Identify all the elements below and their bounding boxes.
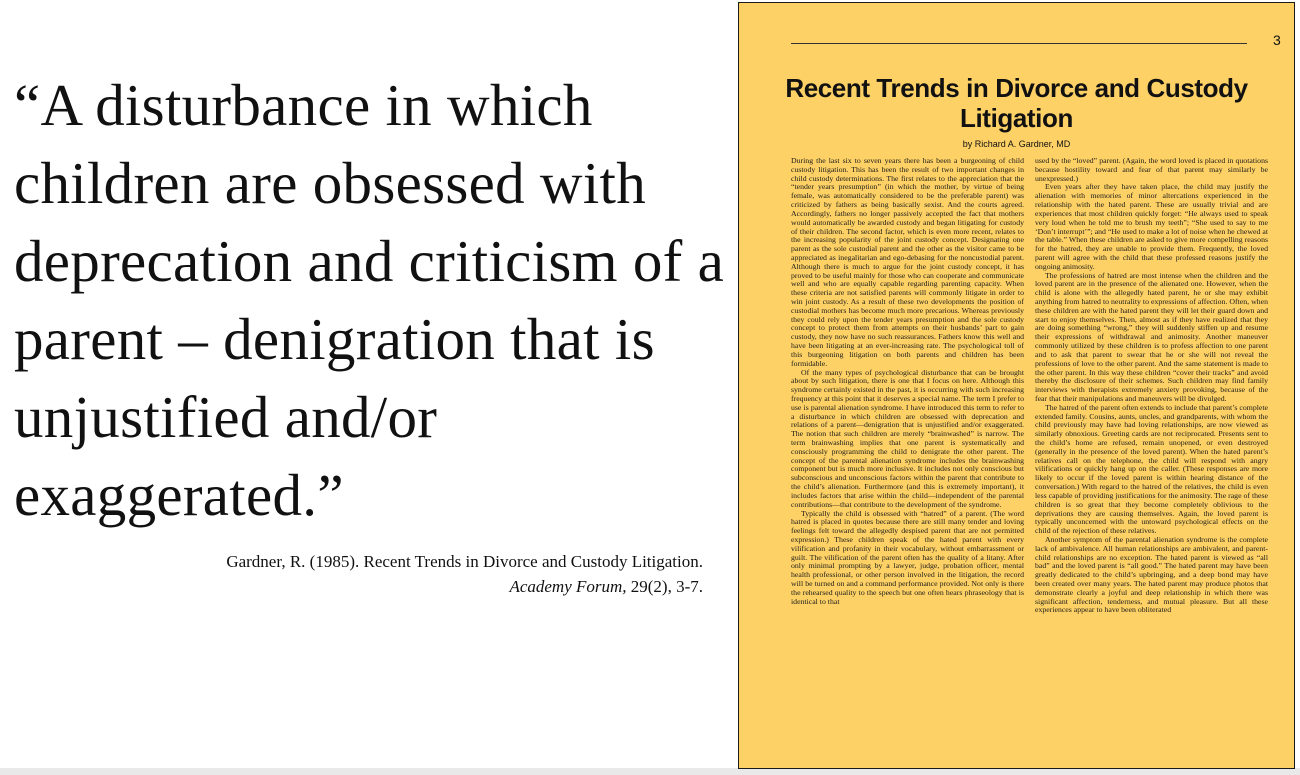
article-column-right (1035, 157, 1268, 757)
article-paragraph: Another symptom of the parental alienation syndrome is the complete lack of ambivalence. All human relationships are ambivalent, and parent-child relationships are no exception. The hated parent is viewed as “all bad” and the loved parent is “all good.” The hated parent may have been greatly dedicated to the child’s upbringing, and a deep bond may have been created over many years. The hated parent may produce photos that demonstrate clearly a joyful and deep relationship in which there was significant affection, tenderness, and mutual pleasure. But all these experiences appear to have been obliterated (1035, 534, 1268, 615)
pull-quote: “A disturbance in which children are obsessed with deprecation and criticism of a parent – denigration that is unjustified and/or exaggerated.” (14, 72, 725, 528)
window-bottom-strip (0, 768, 1300, 775)
header-rule (791, 43, 1247, 44)
article-title: Recent Trends in Divorce and Custody Litigation (785, 73, 1248, 133)
citation-issue: 29(2), 3-7. (626, 577, 703, 596)
article-paragraph: During the last six to seven years there has been a burgeoning of child custody litigation. This has been the result of two important changes in child custody determinations. The first relates to the appreciation that the “tender years presumption” (in which the mother, by virtue of being female, was automatically considered to be the preferable parent) was criticized by fathers as being basically sexist. And the courts agreed. Accordingly, fathers no longer passively accepted the fact that mothers would automatically be awarded custody and began litigating for custody of their children. The second factor, which is even more recent, relates to the increasing popularity of the joint custody concept. Designating one parent as the sole custodial parent and the other as the visitor came to be appreciated as inegalitarian and ego-debasing for the noncustodial parent. Although there is much to argue for the joint custody concept, it has proved to be useful mainly for those who can cooperate and communicate well and who are equally capable regarding parenting capacity. When these criteria are not satisfied parents will commonly litigate in order to win joint custody. As a result of these two developments the position of custodial mothers has become much more precarious. Whereas previously they could rely upon the tender years presumption and the sole custody concept to protect them from attempts on their husbands’ part to gain custody, they now have no such reassurances. Fathers know this well and have been litigating at an ever-increasing rate. The psychological toll of this burgeoning litigation on both parents and children has been formidable. (791, 157, 1024, 368)
citation-line: Gardner, R. (1985). Recent Trends in Divorce and Custody Litigation. (226, 552, 703, 571)
article-paragraph: The hatred of the parent often extends to include that parent’s complete extended family. Cousins, aunts, uncles, and grandparents, with whom the child previously may have had loving relationships, are now viewed as similarly obnoxious. Greeting cards are not reciprocated. Presents sent to the child’s home are refused, remain unopened, or even destroyed (generally in the presence of the loved parent). When the hated parent’s relatives call on the telephone, the child will respond with angry vilifications or quickly hang up on the caller. (These responses are more likely to occur if the loved parent is within hearing distance of the conversation.) With regard to the hatred of the relatives, the child is even less capable of providing justifications for the animosity. The rage of these children is so great that they become completely oblivious to the deprivations they are causing themselves. Again, the loved parent is typically unconcerned with the untoward psychological effects on the child of the rejection of these relatives. (1035, 402, 1268, 536)
article-body (791, 157, 1268, 757)
citation (83, 549, 703, 599)
article-column-left (791, 157, 1024, 757)
article-paragraph: Even years after they have taken place, the child may justify the alienation with memories of minor altercations experienced in the relationship with the hated parent. These are usually trivial and are experiences that most children quickly forget: “He always used to speak very loud when he told me to brush my teeth”; “She used to say to me ‘Don’t interrupt’”; and “He used to make a lot of noise when he chewed at the table.” When these children are asked to give more compelling reasons for the hatred, they are unable to provide them. Frequently, the loved parent will agree with the child that these professed reasons justify the ongoing animosity. (1035, 182, 1268, 271)
article-paragraph: used by the “loved” parent. (Again, the word loved is placed in quotations because hostility toward and fear of that parent may similarly be unexpressed.) (1035, 157, 1268, 183)
citation-source (83, 574, 703, 599)
citation-journal: Academy Forum, (509, 577, 627, 596)
page-number: 3 (1273, 32, 1281, 48)
article-author: by Richard A. Gardner, MD (962, 139, 1071, 149)
article-paragraph: Typically the child is obsessed with “hatred” of a parent. (The word hatred is placed in quotes because there are still many tender and loving feelings felt toward the allegedly despised parent that are not permitted expression.) These children speak of the hated parent with every vilification and profanity in their vocabulary, without embarrassment or guilt. The vilification of the parent often has the quality of a litany. After only minimal prompting by a lawyer, judge, probation officer, mental health professional, or other person involved in the litigation, the record will be turned on and a command performance provided. Not only is there the rehearsed quality to the speech but one often hears phraseology that is identical to that (791, 508, 1024, 606)
article-paragraph: Of the many types of psychological disturbance that can be brought about by such litigation, there is one that I focus on here. Although this syndrome certainly existed in the past, it is occurring with such increasing frequency at this point that it deserves a special name. The term I prefer to use is parental alienation syndrome. I have introduced this term to refer to a disturbance in which children are obsessed with deprecation and relations of a parent—denigration that is unjustified and/or exaggerated. The notion that such children are merely “brainwashed” is narrow. The term brainwashing implies that one parent is systematically and consciously programming the child to denigrate the other parent. The concept of the parental alienation syndrome includes the brainwashing component but is much more inclusive. It includes not only conscious but subconscious and unconscious factors within the parent that contribute to the child’s alienation. Furthermore (and this is extremely important), it includes factors that arise within the child—independent of the parental contributions—that contribute to the development of the syndrome. (791, 367, 1024, 509)
article-page-scan (738, 2, 1295, 769)
article-paragraph: The professions of hatred are most intense when the children and the loved parent are in the presence of the alienated one. However, when the child is alone with the allegedly hated parent, he or she may exhibit anything from hatred to neutrality to expressions of affection. Often, when these children are with the hated parent they will let their guard down and start to enjoy themselves. Then, almost as if they have realized that they are doing something “wrong,” they will suddenly stiffen up and resume their expressions of withdrawal and animosity. Another maneuver commonly utilized by these children is to profess affection to one parent and to ask that parent to swear that he or she will not reveal the professions of love to the other parent. And the same statement is made to the other parent. In this way these children “cover their tracks” and avoid thereby the disclosure of their schemes. Such children may find family interviews with therapists extremely anxiety provoking, because of the fear that their manipulations and maneuvers will be divulged. (1035, 270, 1268, 403)
